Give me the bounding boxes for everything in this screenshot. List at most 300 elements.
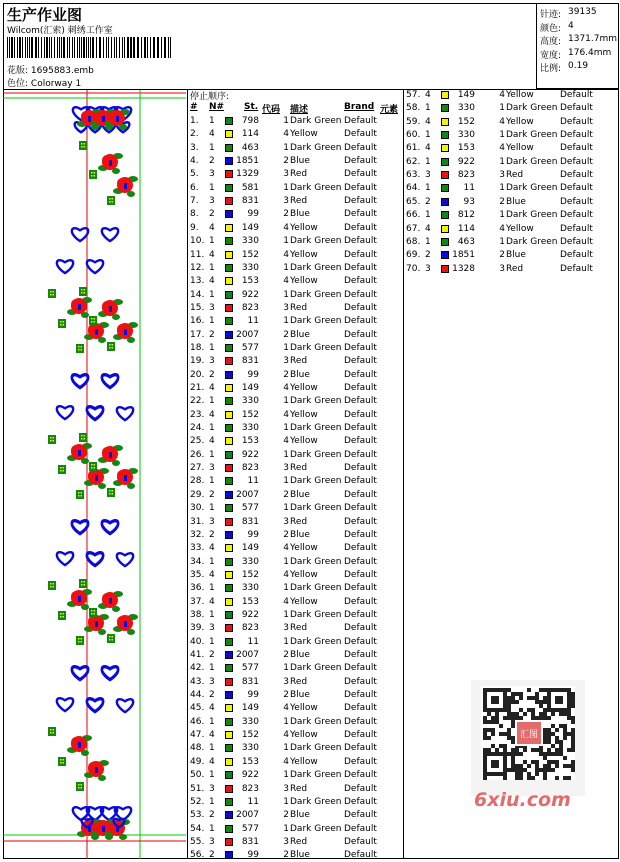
dot-motif-dot [81, 438, 83, 440]
stats-panel [536, 3, 619, 89]
color-code: 1 [283, 663, 289, 674]
needle-number: 1 [425, 130, 431, 141]
needle-number: 1 [209, 236, 215, 247]
needle-number: 1 [209, 503, 215, 514]
heart-motif [117, 407, 133, 420]
color-code: 1 [283, 182, 289, 193]
qr-logo-text: 汇图 [519, 730, 539, 740]
stop-number: 27. [190, 463, 205, 474]
stitch-count: 149 [241, 703, 259, 714]
dot-motif-dot [50, 294, 52, 296]
brand: Default [560, 250, 593, 261]
brand: Default [560, 263, 593, 274]
color-code: 4 [283, 222, 289, 233]
needle-number: 2 [209, 650, 215, 660]
barcode-bar [92, 37, 94, 58]
color-desc: Dark Green [290, 449, 342, 460]
stitch-count: 11 [247, 316, 259, 327]
qr-module [535, 772, 539, 776]
qr-module [511, 752, 515, 756]
brand: Default [344, 156, 377, 167]
barcode-bar [51, 37, 52, 58]
qr-module [495, 748, 499, 752]
barcode-bar [88, 37, 89, 58]
qr-module [519, 692, 523, 696]
stop-number: 54. [190, 823, 205, 834]
stop-row [404, 249, 619, 262]
qr-module [519, 696, 523, 700]
stop-number: 43. [190, 676, 205, 687]
color-desc: Yellow [506, 143, 534, 154]
brand: Default [344, 463, 377, 474]
dot-motif [58, 465, 66, 474]
stop-row [188, 529, 403, 542]
color-code: 1 [283, 289, 289, 300]
stitch-count: 114 [457, 223, 475, 234]
barcode-bar [124, 37, 125, 58]
dot-motif-dot [91, 318, 93, 320]
flower-center [109, 598, 112, 604]
needle-number: 3 [209, 463, 215, 474]
color-code: 4 [499, 116, 505, 127]
color-code: 1 [283, 396, 289, 407]
stop-row [188, 609, 403, 622]
stitch-count: 577 [241, 663, 259, 674]
qr-module [519, 764, 523, 768]
qr-module [483, 776, 487, 780]
dot-motif-dot [50, 583, 52, 585]
color-code: 1 [283, 609, 289, 620]
qr-module [499, 744, 503, 748]
qr-module [571, 732, 575, 736]
stop-row [188, 409, 403, 422]
needle-number: 1 [209, 770, 215, 781]
stop-number: 61. [406, 143, 421, 154]
needle-number: 3 [209, 356, 215, 367]
brand: Default [560, 90, 593, 100]
stop-row [188, 742, 403, 755]
stitch-count: 577 [241, 823, 259, 834]
stop-row [188, 355, 403, 368]
stop-number: 5. [190, 169, 199, 180]
brand: Default [560, 103, 593, 114]
stitch-count: 330 [241, 743, 259, 754]
qr-module [515, 768, 519, 772]
needle-number: 1 [209, 663, 215, 674]
brand: Default [344, 690, 377, 701]
flower-center [78, 742, 81, 748]
stitch-count: 1329 [236, 169, 259, 180]
qr-module [483, 720, 487, 724]
brand: Default [344, 169, 377, 180]
qr-module [491, 720, 495, 724]
stitch-count: 152 [241, 249, 259, 260]
qr-module [503, 776, 507, 780]
colorway-name: Colorway 1 [30, 79, 82, 89]
dot-motif-dot [50, 437, 52, 439]
needle-number: 1 [209, 182, 215, 193]
stop-number: 31. [190, 516, 205, 527]
qr-module [503, 732, 507, 736]
qr-module [511, 768, 515, 772]
needle-number: 1 [209, 476, 215, 487]
color-desc: Blue [290, 489, 310, 500]
qr-module [547, 732, 551, 736]
barcode-bar [25, 37, 26, 58]
dot-motif [76, 490, 84, 499]
qr-module [527, 764, 531, 768]
barcode-bar [22, 37, 23, 58]
stop-row [188, 542, 403, 555]
dot-motif-dot [84, 292, 86, 294]
color-code: 3 [499, 263, 505, 274]
dot-motif-dot [81, 289, 83, 291]
needle-number: 2 [209, 810, 215, 821]
qr-module [539, 700, 543, 704]
needle-number: 1 [209, 796, 215, 807]
qr-module [483, 728, 487, 732]
color-desc: Dark Green [290, 116, 342, 126]
color-code: 1 [283, 503, 289, 514]
barcode-bar [29, 37, 30, 58]
qr-module [515, 772, 519, 776]
color-code: 3 [283, 169, 289, 180]
dot-motif-dot [81, 495, 83, 497]
color-code: 1 [283, 716, 289, 727]
stop-row [188, 769, 403, 782]
stop-number: 11. [190, 249, 205, 260]
qr-module [571, 744, 575, 748]
qr-module [539, 768, 543, 772]
stitch-count: 922 [241, 770, 259, 781]
brand: Default [344, 182, 377, 193]
brand: Default [344, 650, 377, 660]
qr-module [539, 688, 543, 692]
brand: Default [344, 503, 377, 514]
color-desc: Yellow [290, 596, 318, 607]
barcode-bar [103, 37, 104, 58]
qr-module [535, 700, 539, 704]
qr-module [555, 748, 559, 752]
qr-module [491, 744, 495, 748]
qr-module [507, 768, 511, 772]
stitch-count: 93 [463, 196, 475, 207]
color-desc: Dark Green [290, 182, 342, 193]
barcode-bar [170, 37, 171, 58]
stop-number: 37. [190, 596, 205, 607]
stop-row [188, 596, 403, 609]
stop-row [188, 115, 403, 128]
qr-code [471, 680, 585, 796]
color-code: 2 [283, 850, 289, 861]
color-desc: Blue [290, 810, 310, 821]
qr-module [507, 704, 511, 708]
heart-motif [117, 699, 133, 712]
color-desc: Dark Green [290, 289, 342, 300]
qr-module [519, 768, 523, 772]
qr-module [547, 736, 551, 740]
brand: Default [344, 596, 377, 607]
stop-row [404, 89, 619, 102]
dot-motif [48, 435, 56, 444]
heart-motif [117, 553, 133, 566]
dot-motif-dot [53, 440, 55, 442]
color-code: 1 [283, 796, 289, 807]
color-desc: Dark Green [290, 823, 342, 834]
qr-module [507, 700, 511, 704]
stop-row [188, 462, 403, 475]
qr-module [495, 720, 499, 724]
color-desc: Red [506, 263, 524, 274]
dot-motif-dot [112, 344, 114, 346]
dot-motif-dot [81, 346, 83, 348]
qr-module [571, 740, 575, 744]
color-desc: Dark Green [290, 743, 342, 754]
color-desc: Dark Green [290, 396, 342, 407]
stitch-count: 153 [457, 143, 475, 154]
barcode-bar [130, 37, 132, 58]
stitch-count: 823 [241, 623, 259, 634]
stop-row [404, 223, 619, 236]
needle-number: 4 [425, 90, 431, 100]
qr-module [543, 752, 547, 756]
barcode-bar [96, 37, 97, 58]
color-code: 1 [283, 743, 289, 754]
flower-center [95, 475, 98, 481]
dot-motif-dot [112, 490, 114, 492]
stat-value: 1371.7mm [568, 34, 618, 44]
color-desc: Blue [290, 209, 310, 220]
stop-number: 57. [406, 90, 421, 100]
heart-motif [102, 228, 118, 241]
stop-number: 9. [190, 222, 199, 233]
barcode-bar [161, 37, 162, 58]
barcode-bar [116, 37, 117, 58]
stop-number: 35. [190, 569, 205, 580]
dot-motif [89, 462, 97, 471]
qr-module [535, 760, 539, 764]
stitch-count: 581 [241, 182, 259, 193]
brand: Default [560, 170, 593, 181]
flower-center [124, 621, 127, 627]
stop-row [188, 796, 403, 809]
stat-label: 比例: [540, 64, 562, 74]
heart-motif [72, 228, 88, 241]
color-desc: Dark Green [290, 262, 342, 273]
stop-row [404, 169, 619, 182]
qr-module [567, 776, 571, 780]
color-desc: Dark Green [506, 210, 558, 221]
qr-module [487, 736, 491, 740]
stop-row [188, 649, 403, 662]
color-desc: Dark Green [290, 716, 342, 727]
brand: Default [560, 196, 593, 207]
dot-motif-dot [91, 464, 93, 466]
stop-row [404, 263, 619, 276]
brand: Default [344, 730, 377, 741]
page-title: 生产作业图 [7, 6, 83, 24]
needle-number: 3 [209, 516, 215, 527]
color-desc: Dark Green [290, 770, 342, 781]
brand: Default [344, 476, 377, 487]
needle-number: 3 [425, 263, 431, 274]
barcode-bar [133, 37, 135, 58]
qr-module [519, 716, 523, 720]
color-code: 3 [283, 676, 289, 687]
dot-motif-dot [84, 143, 86, 145]
stop-row [188, 556, 403, 569]
dot-motif-dot [50, 732, 52, 734]
needle-number: 4 [209, 383, 215, 393]
brand: Default [344, 329, 377, 340]
needle-number: 4 [209, 543, 215, 554]
stitch-count: 831 [241, 516, 259, 527]
color-desc: Blue [506, 250, 526, 261]
stop-number: 44. [190, 690, 205, 701]
stop-number: 23. [190, 409, 205, 420]
brand: Default [344, 609, 377, 620]
stat-row [540, 20, 574, 34]
needle-number: 4 [425, 116, 431, 127]
color-desc: Dark Green [290, 476, 342, 487]
qr-module [555, 752, 559, 756]
stat-label: 针迹: [540, 10, 562, 20]
dot-motif-dot [81, 435, 83, 437]
dot-motif-dot [60, 321, 62, 323]
brand: Default [344, 703, 377, 714]
qr-module [563, 776, 567, 780]
qr-module [507, 708, 511, 712]
brand: Default [344, 770, 377, 781]
dot-motif-dot [53, 732, 55, 734]
flower-center [78, 596, 81, 602]
barcode-bar [157, 37, 159, 58]
barcode-bar [83, 37, 85, 58]
dot-motif-dot [60, 324, 62, 326]
color-code: 1 [283, 262, 289, 273]
color-desc: Yellow [290, 756, 318, 767]
needle-number: 3 [209, 783, 215, 794]
dot-motif-dot [53, 583, 55, 585]
heart-motif [57, 552, 73, 565]
color-desc: Dark Green [290, 636, 342, 647]
needle-number: 4 [209, 569, 215, 580]
qr-module [551, 752, 555, 756]
flower-center [102, 826, 105, 832]
brand: Default [344, 449, 377, 460]
color-desc: Blue [290, 329, 310, 340]
color-desc: Dark Green [290, 342, 342, 353]
qr-module [523, 760, 527, 764]
dot-motif [58, 757, 66, 766]
stitch-count: 831 [241, 836, 259, 847]
stitch-count: 152 [457, 116, 475, 127]
stop-number: 18. [190, 342, 205, 353]
stop-number: 66. [406, 210, 421, 221]
stitch-count: 1851 [452, 250, 475, 261]
qr-module [511, 760, 515, 764]
barcode-bar [17, 37, 18, 58]
stop-row [188, 716, 403, 729]
qr-module [547, 740, 551, 744]
stitch-count: 330 [241, 262, 259, 273]
qr-module [507, 696, 511, 700]
needle-number: 1 [209, 556, 215, 567]
stop-row [188, 329, 403, 342]
color-desc: Yellow [290, 276, 318, 287]
dot-motif-dot [60, 613, 62, 615]
stop-number: 59. [406, 116, 421, 127]
flower-center [95, 621, 98, 627]
dot-motif-dot [50, 729, 52, 731]
color-code: 1 [499, 183, 505, 194]
brand: Default [560, 183, 593, 194]
stop-number: 64. [406, 183, 421, 194]
dot-motif [79, 579, 87, 588]
needle-number: 2 [209, 329, 215, 340]
stop-row [188, 449, 403, 462]
stop-number: 34. [190, 556, 205, 567]
color-code: 4 [283, 436, 289, 447]
qr-module [531, 708, 535, 712]
color-desc: Red [506, 170, 524, 181]
stitch-count: 153 [241, 436, 259, 447]
stitch-count: 11 [247, 476, 259, 487]
needle-number: 4 [209, 596, 215, 607]
color-desc: Dark Green [290, 663, 342, 674]
color-desc: Dark Green [290, 556, 342, 567]
qr-module [515, 748, 519, 752]
qr-module [567, 732, 571, 736]
qr-module [543, 708, 547, 712]
stop-number: 4. [190, 156, 199, 167]
dot-motif-dot [84, 435, 86, 437]
qr-module [539, 704, 543, 708]
qr-module [507, 732, 511, 736]
qr-module [531, 760, 535, 764]
stop-number: 3. [190, 142, 199, 153]
brand: Default [344, 850, 377, 861]
stitch-count: 153 [241, 276, 259, 287]
qr-module [547, 716, 551, 720]
stop-number: 8. [190, 209, 199, 220]
needle-number: 2 [209, 489, 215, 500]
qr-module [551, 744, 555, 748]
brand: Default [344, 129, 377, 140]
qr-module [511, 716, 515, 720]
stop-row [188, 275, 403, 288]
needle-number: 1 [209, 396, 215, 407]
stitch-count: 463 [241, 142, 259, 153]
stitch-count: 152 [241, 730, 259, 741]
stop-number: 15. [190, 302, 205, 313]
dot-motif [79, 433, 87, 442]
qr-module [511, 736, 515, 740]
needle-number: 1 [425, 210, 431, 221]
color-desc: Red [290, 836, 308, 847]
color-desc: Yellow [290, 569, 318, 580]
qr-module [487, 720, 491, 724]
brand: Default [344, 436, 377, 447]
barcode-bar [147, 37, 148, 58]
qr-module [511, 724, 515, 728]
brand: Default [344, 262, 377, 273]
dot-motif-dot [60, 762, 62, 764]
color-code: 4 [283, 756, 289, 767]
dot-motif-dot [91, 321, 93, 323]
barcode-bar [144, 37, 146, 58]
barcode-bar [74, 37, 75, 58]
